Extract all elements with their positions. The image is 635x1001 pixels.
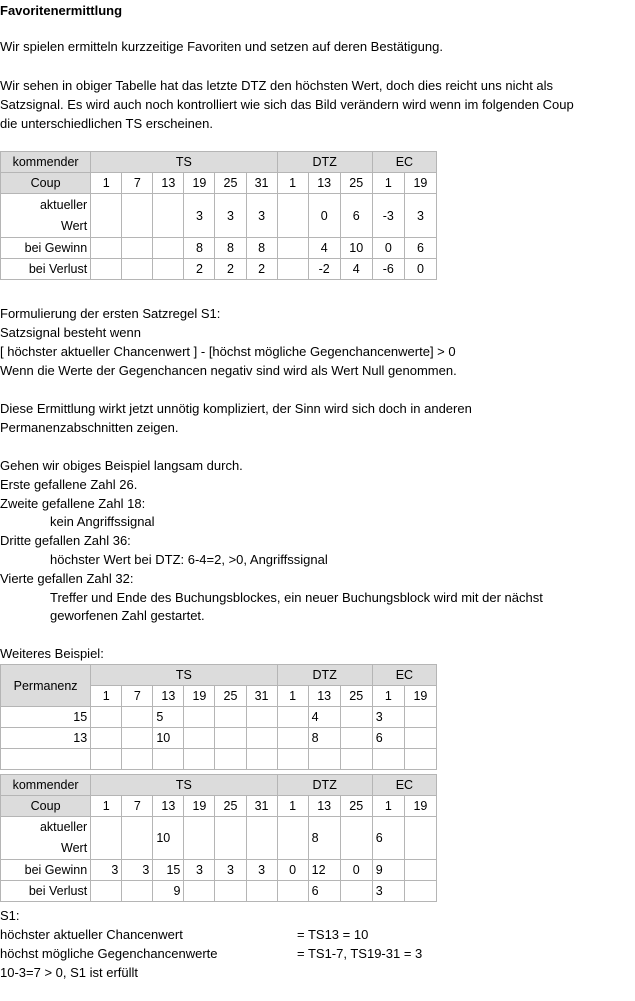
row-label-bei-verlust: bei Verlust bbox=[1, 259, 91, 280]
table-row bbox=[1, 259, 437, 280]
cell bbox=[153, 238, 184, 259]
header-kommender: kommender bbox=[1, 152, 91, 173]
col-header: 19 bbox=[184, 173, 215, 194]
table-row bbox=[1, 817, 437, 860]
table-kommender-coup-1 bbox=[0, 151, 437, 280]
cell bbox=[404, 707, 436, 728]
paragraph-line: Dritte gefallen Zahl 36: bbox=[0, 533, 131, 548]
cell bbox=[215, 881, 246, 902]
cell: 6 bbox=[372, 728, 404, 749]
cell: 8 bbox=[184, 238, 215, 259]
cell bbox=[122, 259, 153, 280]
col-header: 19 bbox=[404, 686, 436, 707]
cell: 3 bbox=[215, 860, 246, 881]
cell: 3 bbox=[184, 860, 215, 881]
header-ec: EC bbox=[372, 665, 436, 686]
col-header: 13 bbox=[308, 796, 340, 817]
header-permanenz: Permanenz bbox=[1, 665, 91, 707]
header-ec: EC bbox=[372, 775, 436, 796]
s1-result: 10-3=7 > 0, S1 ist erfüllt bbox=[0, 965, 139, 980]
s1-label: höchst mögliche Gegenchancenwerte bbox=[0, 946, 218, 961]
cell: 10 bbox=[153, 817, 184, 860]
cell bbox=[122, 881, 153, 902]
cell: 8 bbox=[215, 238, 246, 259]
header-coup: Coup bbox=[1, 173, 91, 194]
cell bbox=[215, 728, 246, 749]
cell: 10 bbox=[153, 728, 184, 749]
cell bbox=[215, 707, 246, 728]
cell: 6 bbox=[372, 817, 404, 860]
cell: 3 bbox=[91, 860, 122, 881]
cell bbox=[122, 194, 153, 238]
cell bbox=[122, 817, 153, 860]
header-kommender: kommender bbox=[1, 775, 91, 796]
cell: 9 bbox=[372, 860, 404, 881]
cell bbox=[91, 707, 122, 728]
cell: 0 bbox=[308, 194, 340, 238]
cell bbox=[153, 259, 184, 280]
cell bbox=[91, 881, 122, 902]
permanenz-number: 13 bbox=[1, 728, 91, 749]
cell: 3 bbox=[404, 194, 436, 238]
cell: 2 bbox=[184, 259, 215, 280]
cell: 12 bbox=[308, 860, 340, 881]
spacer-cell bbox=[184, 749, 215, 770]
cell bbox=[340, 817, 372, 860]
cell: 3 bbox=[215, 194, 246, 238]
row-label-bei-verlust: bei Verlust bbox=[1, 881, 91, 902]
table-row bbox=[1, 860, 437, 881]
header-ec: EC bbox=[372, 152, 436, 173]
col-header: 31 bbox=[246, 686, 277, 707]
cell: 0 bbox=[340, 860, 372, 881]
cell bbox=[91, 194, 122, 238]
table-kommender-coup-2 bbox=[0, 774, 437, 902]
s1-value: = TS1-7, TS19-31 = 3 bbox=[297, 946, 423, 961]
cell bbox=[340, 728, 372, 749]
cell bbox=[277, 817, 308, 860]
col-header: 19 bbox=[184, 686, 215, 707]
cell bbox=[340, 707, 372, 728]
cell bbox=[91, 238, 122, 259]
cell bbox=[277, 881, 308, 902]
col-header: 25 bbox=[215, 686, 246, 707]
cell bbox=[404, 860, 436, 881]
cell bbox=[184, 728, 215, 749]
cell: 15 bbox=[153, 860, 184, 881]
spacer-cell bbox=[340, 749, 372, 770]
cell: 9 bbox=[153, 881, 184, 902]
col-header: 31 bbox=[246, 796, 277, 817]
paragraph-line: Diese Ermittlung wirkt jetzt unnötig kompliziert, der Sinn wird sich doch in anderen bbox=[0, 401, 472, 416]
cell: 6 bbox=[340, 194, 372, 238]
cell bbox=[246, 707, 277, 728]
row-label-aktueller-wert: aktueller Wert bbox=[1, 194, 91, 238]
cell: 2 bbox=[215, 259, 246, 280]
permanenz-number: 15 bbox=[1, 707, 91, 728]
paragraph-line: Satzsignal. Es wird auch noch kontrolliert wie sich das Bild verändern wird wenn im folgenden Coup bbox=[0, 97, 574, 112]
cell: 4 bbox=[308, 707, 340, 728]
col-header: 1 bbox=[277, 686, 308, 707]
cell bbox=[122, 707, 153, 728]
paragraph-line: Treffer und Ende des Buchungsblockes, ein neuer Buchungsblock wird mit der nächst bbox=[50, 590, 543, 605]
col-header: 19 bbox=[404, 796, 436, 817]
col-header: 7 bbox=[122, 796, 153, 817]
col-header: 1 bbox=[277, 796, 308, 817]
col-header: 25 bbox=[215, 173, 246, 194]
table-row bbox=[1, 881, 437, 902]
cell bbox=[246, 728, 277, 749]
paragraph-line: höchster Wert bei DTZ: 6-4=2, >0, Angriffssignal bbox=[50, 552, 328, 567]
col-header: 7 bbox=[122, 173, 153, 194]
cell: 0 bbox=[404, 259, 436, 280]
col-header: 25 bbox=[340, 796, 372, 817]
cell: 8 bbox=[308, 728, 340, 749]
cell bbox=[340, 881, 372, 902]
cell bbox=[404, 881, 436, 902]
col-header: 1 bbox=[91, 686, 122, 707]
col-header: 1 bbox=[372, 686, 404, 707]
paragraph-line: Zweite gefallene Zahl 18: bbox=[0, 496, 146, 511]
cell bbox=[277, 259, 308, 280]
header-ts: TS bbox=[91, 665, 277, 686]
cell: 3 bbox=[372, 881, 404, 902]
paragraph-line: Gehen wir obiges Beispiel langsam durch. bbox=[0, 458, 243, 473]
cell: 3 bbox=[246, 194, 277, 238]
spacer-cell bbox=[215, 749, 246, 770]
s1-heading: S1: bbox=[0, 908, 20, 923]
paragraph-line: Vierte gefallen Zahl 32: bbox=[0, 571, 134, 586]
col-header: 19 bbox=[184, 796, 215, 817]
col-header: 1 bbox=[91, 173, 122, 194]
col-header: 13 bbox=[308, 686, 340, 707]
col-header: 13 bbox=[308, 173, 340, 194]
col-header: 31 bbox=[246, 173, 277, 194]
cell: 0 bbox=[277, 860, 308, 881]
paragraph-line: Satzsignal besteht wenn bbox=[0, 325, 141, 340]
paragraph-line: die unterschiedlichen TS erscheinen. bbox=[0, 116, 213, 131]
spacer-cell bbox=[122, 749, 153, 770]
col-header: 13 bbox=[153, 796, 184, 817]
cell: 6 bbox=[404, 238, 436, 259]
spacer-cell bbox=[277, 749, 308, 770]
cell: 8 bbox=[308, 817, 340, 860]
spacer-cell bbox=[246, 749, 277, 770]
col-header: 13 bbox=[153, 686, 184, 707]
cell bbox=[91, 728, 122, 749]
cell: 6 bbox=[308, 881, 340, 902]
s1-value: = TS13 = 10 bbox=[297, 927, 369, 942]
col-header: 1 bbox=[277, 173, 308, 194]
cell bbox=[277, 238, 308, 259]
header-dtz: DTZ bbox=[277, 665, 372, 686]
rule-formula: [ höchster aktueller Chancenwert ] - [höchst mögliche Gegenchancenwerte] > 0 bbox=[0, 344, 456, 359]
col-header: 25 bbox=[340, 686, 372, 707]
cell: 3 bbox=[184, 194, 215, 238]
cell bbox=[246, 817, 277, 860]
cell bbox=[91, 817, 122, 860]
spacer-cell bbox=[1, 749, 91, 770]
paragraph-line: Wir sehen in obiger Tabelle hat das letzte DTZ den höchsten Wert, doch dies reicht uns nicht als bbox=[0, 78, 554, 93]
table-row bbox=[1, 728, 437, 749]
header-coup: Coup bbox=[1, 796, 91, 817]
cell: -6 bbox=[372, 259, 404, 280]
paragraph-line: kein Angriffssignal bbox=[50, 514, 155, 529]
cell: 4 bbox=[308, 238, 340, 259]
header-dtz: DTZ bbox=[277, 775, 372, 796]
cell: 10 bbox=[340, 238, 372, 259]
paragraph-intro: Wir spielen ermitteln kurzzeitige Favoriten und setzen auf deren Bestätigung. bbox=[0, 39, 443, 54]
s1-label: höchster aktueller Chancenwert bbox=[0, 927, 183, 942]
table-row bbox=[1, 238, 437, 259]
col-header: 13 bbox=[153, 173, 184, 194]
cell: 3 bbox=[122, 860, 153, 881]
cell: -3 bbox=[372, 194, 404, 238]
table-spacer-row bbox=[1, 749, 437, 770]
cell bbox=[404, 728, 436, 749]
table-row bbox=[1, 194, 437, 238]
cell bbox=[122, 728, 153, 749]
spacer-cell bbox=[372, 749, 404, 770]
cell: 4 bbox=[340, 259, 372, 280]
cell bbox=[184, 817, 215, 860]
cell bbox=[184, 707, 215, 728]
cell: 0 bbox=[372, 238, 404, 259]
header-dtz: DTZ bbox=[277, 152, 372, 173]
spacer-cell bbox=[404, 749, 436, 770]
cell: 3 bbox=[372, 707, 404, 728]
cell bbox=[153, 194, 184, 238]
cell bbox=[277, 194, 308, 238]
header-ts: TS bbox=[91, 775, 277, 796]
paragraph-line: Wenn die Werte der Gegenchancen negativ sind wird als Wert Null genommen. bbox=[0, 363, 457, 378]
header-ts: TS bbox=[91, 152, 277, 173]
cell bbox=[246, 881, 277, 902]
cell: 8 bbox=[246, 238, 277, 259]
cell bbox=[91, 259, 122, 280]
col-header: 1 bbox=[372, 173, 404, 194]
table-row bbox=[1, 707, 437, 728]
row-label-bei-gewinn: bei Gewinn bbox=[1, 860, 91, 881]
row-label-aktueller-wert: aktueller Wert bbox=[1, 817, 91, 860]
cell: 3 bbox=[246, 860, 277, 881]
cell bbox=[215, 817, 246, 860]
row-label-bei-gewinn: bei Gewinn bbox=[1, 238, 91, 259]
spacer-cell bbox=[91, 749, 122, 770]
cell bbox=[122, 238, 153, 259]
cell bbox=[184, 881, 215, 902]
cell: -2 bbox=[308, 259, 340, 280]
cell bbox=[277, 728, 308, 749]
col-header: 1 bbox=[91, 796, 122, 817]
col-header: 7 bbox=[122, 686, 153, 707]
paragraph-line: Weiteres Beispiel: bbox=[0, 646, 104, 661]
paragraph-line: Permanenzabschnitten zeigen. bbox=[0, 420, 179, 435]
col-header: 19 bbox=[404, 173, 436, 194]
cell bbox=[277, 707, 308, 728]
spacer-cell bbox=[153, 749, 184, 770]
cell bbox=[404, 817, 436, 860]
rule-heading: Formulierung der ersten Satzregel S1: bbox=[0, 306, 221, 321]
cell: 2 bbox=[246, 259, 277, 280]
paragraph-line: Erste gefallene Zahl 26. bbox=[0, 477, 138, 492]
col-header: 25 bbox=[215, 796, 246, 817]
col-header: 25 bbox=[340, 173, 372, 194]
spacer-cell bbox=[308, 749, 340, 770]
paragraph-line: geworfenen Zahl gestartet. bbox=[50, 608, 205, 623]
col-header: 1 bbox=[372, 796, 404, 817]
cell: 5 bbox=[153, 707, 184, 728]
page-title: Favoritenermittlung bbox=[0, 3, 123, 18]
table-permanenz bbox=[0, 664, 437, 770]
